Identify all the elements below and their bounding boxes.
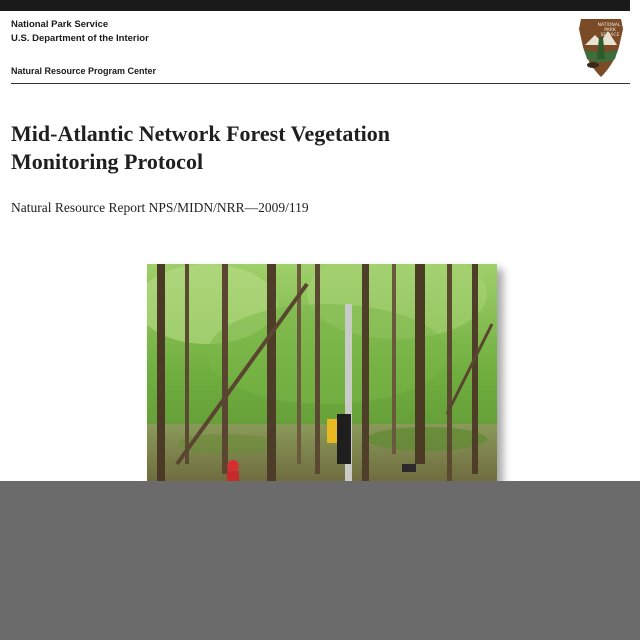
document-title [11,120,531,176]
logo-text-line1: NATIONAL [597,23,621,28]
forest-photo-image [147,264,497,484]
title-line-1: Mid-Atlantic Network Forest Vegetation [11,121,391,146]
program-center: Natural Resource Program Center [11,66,157,76]
cover-photo [147,264,497,484]
agency-block [11,18,149,46]
header-bar [0,0,630,11]
header-divider [11,83,630,84]
logo-text-line2: PARK [604,28,616,33]
report-number: Natural Resource Report NPS/MIDN/NRR—2009/119 [11,200,309,215]
department-name: U.S. Department of the Interior [11,33,149,44]
bottom-gray-overlay [0,481,640,640]
nps-arrowhead-logo-icon [575,15,627,79]
title-line-2: Monitoring Protocol [11,149,204,174]
agency-name: National Park Service [11,19,109,30]
logo-text-line3: SERVICE [600,33,620,38]
